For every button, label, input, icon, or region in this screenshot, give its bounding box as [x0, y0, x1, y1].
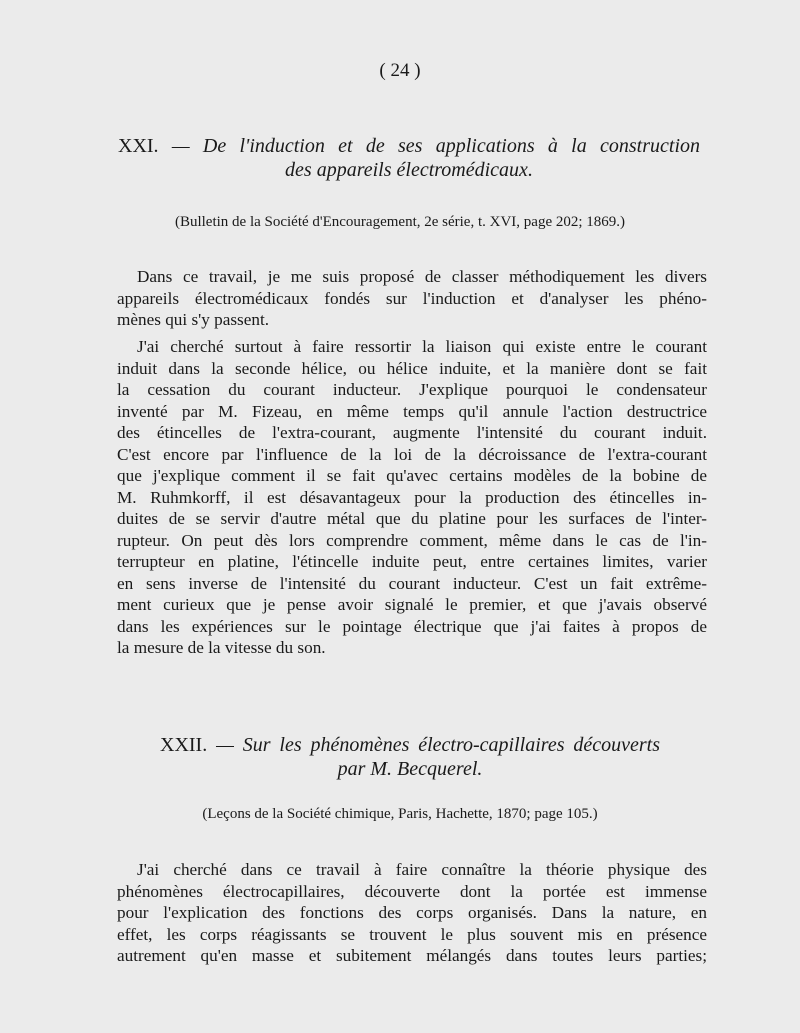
text-line: mènes qui s'y passent.: [117, 310, 270, 329]
text-line: C'est encore par l'influence de la loi de la décroissance de l'extra-courant: [117, 444, 707, 464]
section-21-source: (Bulletin de la Société d'Encouragement, 2e série, t. XVI, page 202; 1869.): [174, 214, 626, 230]
text-line: M. Ruhmkorff, il est désavantageux pour la production des étincelles in-: [117, 487, 707, 507]
text-line: appareils électromédicaux fondés sur l'induction et d'analyser les phéno-: [117, 288, 707, 308]
section-21-heading-line1: [118, 134, 700, 158]
section-21-number: XXI.: [118, 135, 159, 157]
section-21-heading: [118, 134, 700, 182]
section-22-heading-line1: [160, 733, 660, 757]
text-line: phénomènes électrocapillaires, découverte dont la portée est immense: [117, 881, 707, 901]
text-line: que j'explique comment il se fait qu'avec certains modèles de la bobine de: [117, 466, 707, 485]
text-line: dans les expériences sur le pointage électrique que j'ai faites à propos de: [117, 616, 707, 636]
section-22-title-line1: — Sur les phénomènes électro-capillaires découverts: [216, 734, 660, 756]
text-line: la mesure de la vitesse du son.: [117, 638, 326, 657]
section-22-source: (Leçons de la Société chimique, Paris, Hachette, 1870; page 105.): [202, 806, 598, 822]
section-22-heading: [160, 733, 660, 781]
section-22-title-line2: par M. Becquerel.: [337, 758, 483, 780]
text-line: effet, les corps réagissants se trouvent le plus souvent mis en présence: [117, 924, 707, 944]
section-22-number: XXII.: [160, 734, 208, 756]
text-line: J'ai cherché dans ce travail à faire connaître la théorie physique des: [137, 860, 707, 879]
text-line: duites de se servir d'autre métal que du platine pour les surfaces de l'inter-: [117, 509, 707, 528]
section-22-paragraph-1: [117, 859, 707, 967]
page-number: ( 24 ): [379, 60, 421, 81]
section-21-paragraph-2: [117, 336, 707, 659]
text-line: des étincelles de l'extra-courant, augmente l'intensité du courant induit.: [117, 423, 707, 442]
text-line: rupteur. On peut dès lors comprendre comment, même dans le cas de l'in-: [117, 530, 707, 550]
text-line: J'ai cherché surtout à faire ressortir la liaison qui existe entre le courant: [137, 337, 707, 356]
text-line: inventé par M. Fizeau, en même temps qu'il annule l'action destructrice: [117, 401, 707, 421]
section-21-title-line2: des appareils électromédicaux.: [285, 159, 533, 181]
text-line: ment curieux que je pense avoir signalé le premier, et que j'avais observé: [117, 595, 707, 614]
text-line: terrupteur en platine, l'étincelle induite peut, entre certaines limites, varier: [117, 552, 707, 571]
text-line: pour l'explication des fonctions des corps organisés. Dans la nature, en: [117, 903, 707, 922]
section-21-paragraph-1: [117, 266, 707, 331]
text-line: autrement qu'en masse et subitement mélangés dans toutes leurs parties;: [117, 946, 707, 965]
text-line: la cessation du courant inducteur. J'explique pourquoi le condensateur: [117, 380, 707, 399]
text-line: induit dans la seconde hélice, ou hélice induite, et la manière dont se fait: [117, 358, 707, 378]
text-line: en sens inverse de l'intensité du courant inducteur. C'est un fait extrême-: [117, 573, 707, 593]
section-21-title-line1: — De l'induction et de ses applications à la construction: [171, 135, 701, 157]
text-line: Dans ce travail, je me suis proposé de classer méthodiquement les divers: [137, 267, 707, 286]
